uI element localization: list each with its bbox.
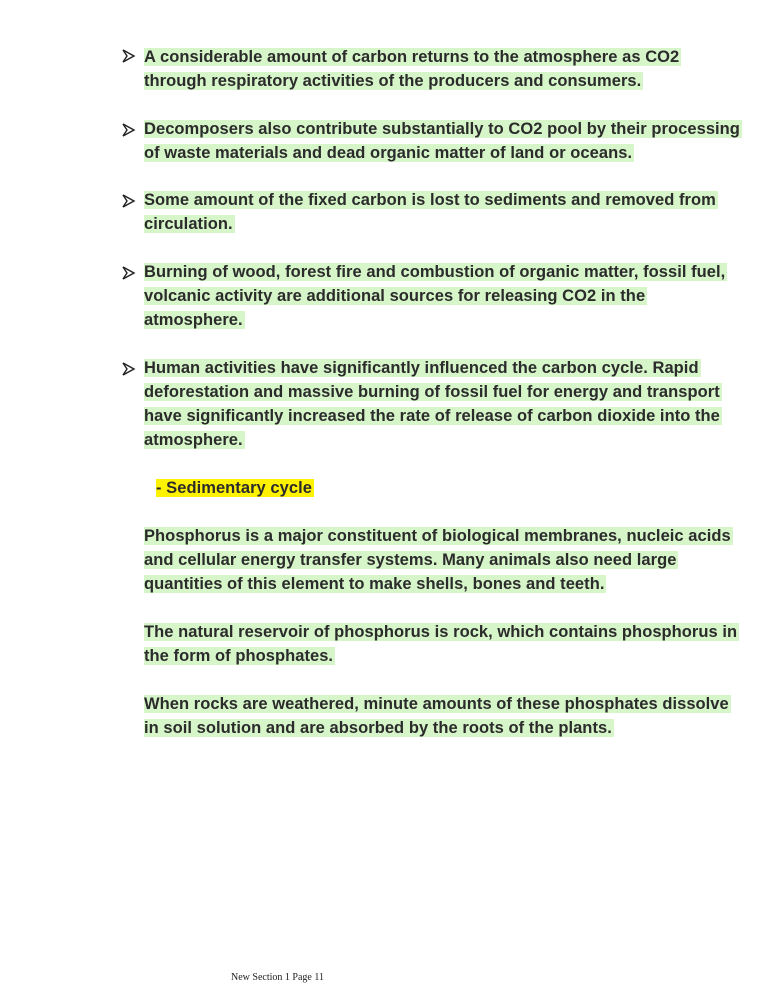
- bullet-4-line-1: Burning of wood, forest fire and combustion of organic matter, fossil fuel,: [144, 263, 726, 281]
- paragraph-3-line-2: in soil solution and are absorbed by the roots of the plants.: [144, 719, 612, 737]
- arrowhead-bullet-icon: [120, 48, 136, 64]
- paragraph-2-line-2: the form of phosphates.: [144, 647, 334, 665]
- bullet-2-line-2: of waste materials and dead organic matter of land or oceans.: [144, 144, 633, 162]
- bullet-5-line-1: Human activities have significantly influenced the carbon cycle. Rapid: [144, 359, 699, 377]
- bullet-1-line-1: A considerable amount of carbon returns to the atmosphere as CO2: [144, 48, 680, 66]
- bullet-1-line-2: through respiratory activities of the producers and consumers.: [144, 72, 642, 90]
- arrowhead-bullet-icon: [120, 361, 136, 377]
- arrowhead-bullet-icon: [120, 193, 136, 209]
- arrowhead-bullet-icon: [120, 122, 136, 138]
- bullet-4-line-2: volcanic activity are additional sources for releasing CO2 in the: [144, 287, 646, 305]
- arrowhead-bullet-icon: [120, 265, 136, 281]
- section-subheading: - Sedimentary cycle: [156, 479, 312, 497]
- bullet-5-line-2: deforestation and massive burning of fossil fuel for energy and transport: [144, 383, 720, 401]
- bullet-5-line-4: atmosphere.: [144, 431, 243, 449]
- bullet-2-line-1: Decomposers also contribute substantially to CO2 pool by their processing: [144, 120, 740, 138]
- paragraph-1-line-1: Phosphorus is a major constituent of biological membranes, nucleic acids: [144, 527, 731, 545]
- paragraph-1-line-3: quantities of this element to make shells, bones and teeth.: [144, 575, 605, 593]
- bullet-3-line-1: Some amount of the fixed carbon is lost to sediments and removed from: [144, 191, 716, 209]
- bullet-5-line-3: have significantly increased the rate of release of carbon dioxide into the: [144, 407, 720, 425]
- paragraph-1-line-2: and cellular energy transfer systems. Many animals also need large: [144, 551, 677, 569]
- page-footer: New Section 1 Page 11: [231, 972, 324, 983]
- bullet-3-line-2: circulation.: [144, 215, 233, 233]
- paragraph-2-line-1: The natural reservoir of phosphorus is rock, which contains phosphorus in: [144, 623, 738, 641]
- paragraph-3-line-1: When rocks are weathered, minute amounts of these phosphates dissolve: [144, 695, 729, 713]
- bullet-4-line-3: atmosphere.: [144, 311, 243, 329]
